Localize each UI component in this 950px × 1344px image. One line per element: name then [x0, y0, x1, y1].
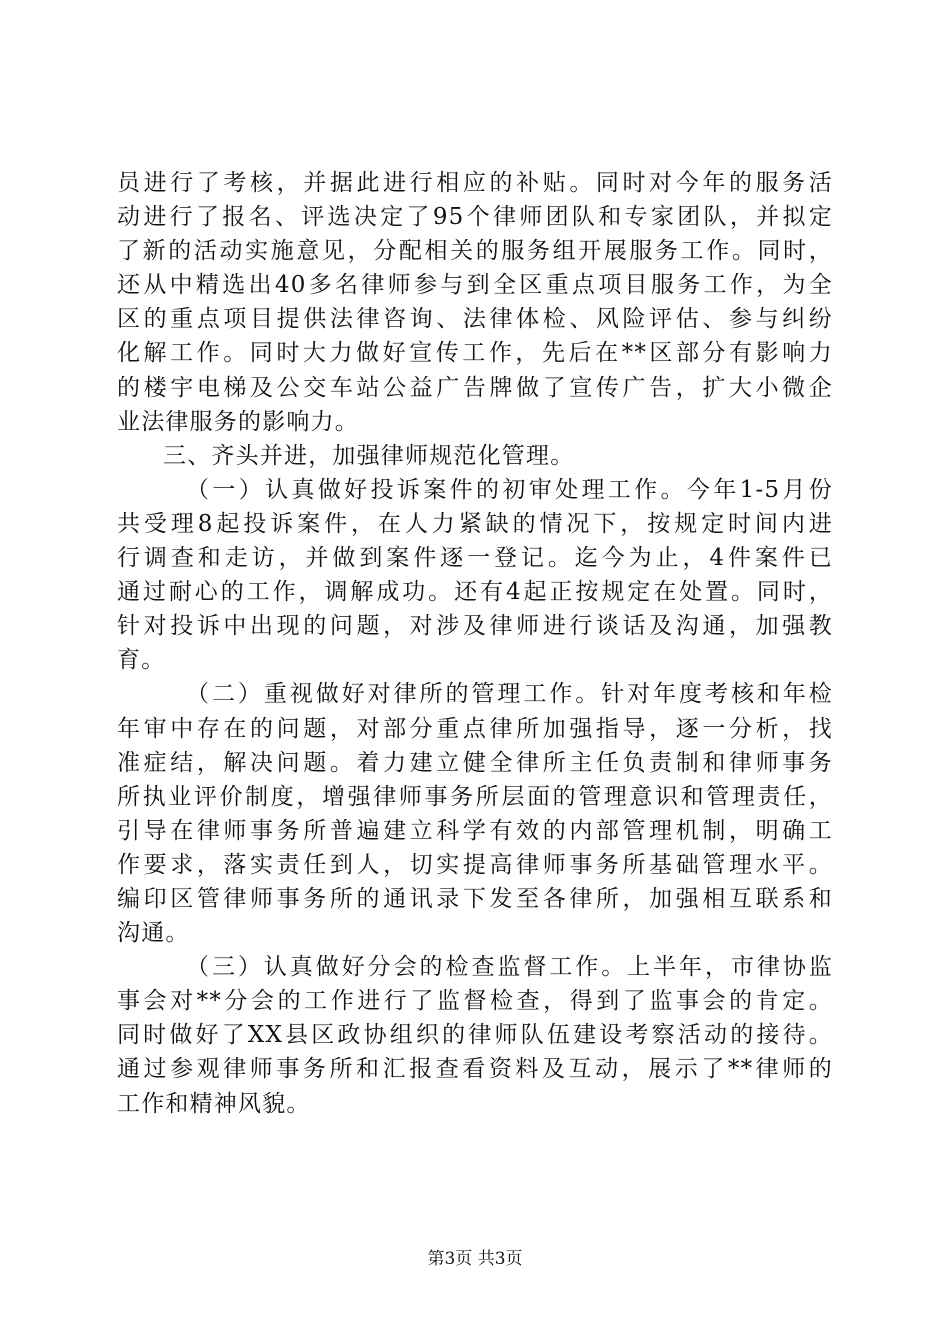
text-line: 共受理8起投诉案件，在人力紧缺的情况下，按规定时间内进 [117, 510, 833, 537]
text-line: 的楼宇电梯及公交车站公益广告牌做了宣传广告，扩大小微企 [117, 374, 833, 401]
text-line: 了新的活动实施意见，分配相关的服务组开展服务工作。同时， [117, 238, 833, 265]
text-line: 准症结，解决问题。着力建立健全律所主任负责制和律师事务 [117, 749, 833, 776]
text-line: 同时做好了XX县区政协组织的律师队伍建设考察活动的接待。 [117, 1022, 833, 1049]
text-line: 年审中存在的问题，对部分重点律所加强指导，逐一分析，找 [117, 715, 833, 742]
text-line: 通过耐心的工作，调解成功。还有4起正按规定在处置。同时， [117, 579, 833, 606]
text-line: 育。 [117, 647, 166, 674]
text-line: 针对投诉中出现的问题，对涉及律师进行谈话及沟通，加强教 [117, 613, 833, 640]
text-line: 还从中精选出40多名律师参与到全区重点项目服务工作，为全 [117, 272, 833, 299]
text-line: （一）认真做好投诉案件的初审处理工作。今年1-5月份 [186, 476, 833, 503]
text-line: 业法律服务的影响力。 [117, 408, 359, 435]
document-body [117, 166, 833, 1121]
text-line: 所执业评价制度，增强律师事务所层面的管理意识和管理责任， [117, 783, 833, 810]
text-line: 化解工作。同时大力做好宣传工作，先后在**区部分有影响力 [117, 340, 833, 367]
text-line: （二）重视做好对律所的管理工作。针对年度考核和年检 [186, 681, 833, 708]
text-line: 行调查和走访，并做到案件逐一登记。迄今为止，4件案件已 [117, 545, 833, 572]
text-line: 员进行了考核，并据此进行相应的补贴。同时对今年的服务活 [117, 170, 833, 196]
text-line: 引导在律师事务所普遍建立科学有效的内部管理机制，明确工 [117, 817, 833, 844]
page-number-label: 第3页 共3页 [427, 1249, 523, 1269]
text-line: 作要求，落实责任到人，切实提高律师事务所基础管理水平。 [117, 851, 833, 878]
text-line: 事会对**分会的工作进行了监督检查，得到了监事会的肯定。 [117, 988, 833, 1015]
text-line: 通过参观律师事务所和汇报查看资料及互动，展示了**律师的 [117, 1056, 833, 1083]
text-line: 区的重点项目提供法律咨询、法律体检、风险评估、参与纠纷 [117, 306, 833, 333]
page-footer [0, 1244, 950, 1269]
text-line: （三）认真做好分会的检查监督工作。上半年，市律协监 [186, 954, 833, 981]
text-line: 三、齐头并进，加强律师规范化管理。 [163, 442, 575, 469]
text-line: 编印区管律师事务所的通讯录下发至各律所，加强相互联系和 [117, 885, 833, 912]
text-line: 动进行了报名、评选决定了95个律师团队和专家团队，并拟定 [117, 204, 833, 231]
text-line: 工作和精神风貌。 [117, 1090, 311, 1117]
text-line: 沟通。 [117, 920, 190, 947]
